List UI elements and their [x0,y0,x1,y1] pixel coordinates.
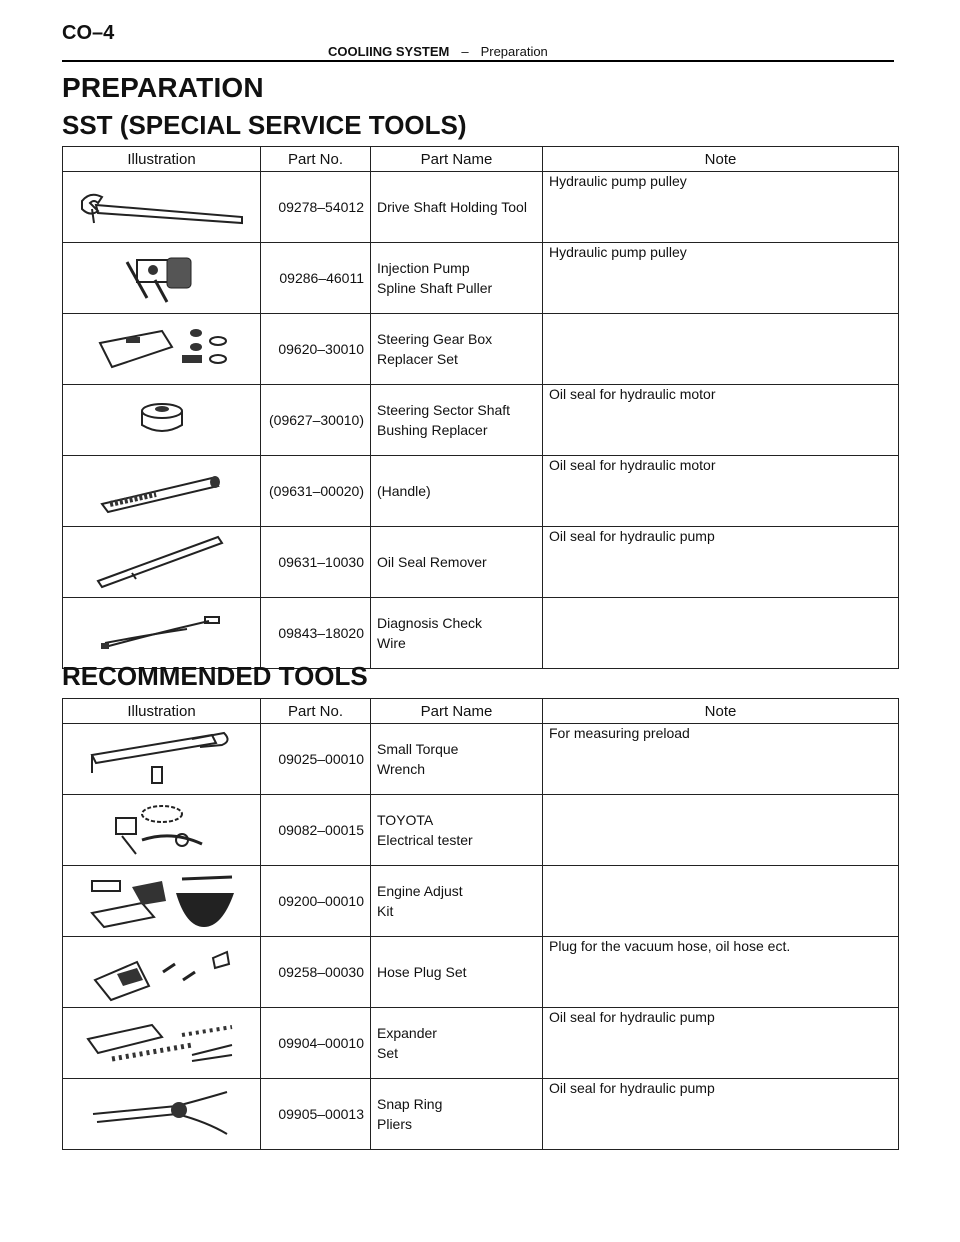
column-header-illustration: Illustration [63,699,261,724]
handle-icon [92,468,232,514]
page-code: CO–4 [62,22,115,44]
table-row [63,1079,899,1150]
recommended-heading: RECOMMENDED TOOLS [62,661,368,691]
part-name-line2: Replacer Set [377,351,458,367]
note: Oil seal for hydraulic pump [543,1079,899,1150]
illustration-cell [63,724,261,795]
part-number: 09025–00010 [261,724,371,795]
column-header-illustration: Illustration [63,147,261,172]
illustration-cell [63,866,261,937]
injection-pump-puller-icon [107,250,217,306]
part-name [371,172,543,243]
electrical-tester-icon [102,800,222,860]
part-name [371,1008,543,1079]
part-number: 09904–00010 [261,1008,371,1079]
part-name-line1: Oil Seal Remover [377,554,487,570]
part-name [371,1079,543,1150]
part-name-line1: Steering Sector Shaft [377,402,511,418]
oil-seal-remover-icon [92,533,232,591]
table-row [63,937,899,1008]
part-name [371,314,543,385]
check-wire-icon [97,613,227,653]
note [543,795,899,866]
table-header-row [63,699,899,724]
part-name [371,724,543,795]
illustration-cell [63,598,261,669]
header-separator: – [461,44,469,59]
column-header-note: Note [543,699,899,724]
illustration-cell [63,243,261,314]
part-number: 09258–00030 [261,937,371,1008]
subsection-title: Preparation [480,44,548,59]
illustration-cell [63,1079,261,1150]
note: For measuring preload [543,724,899,795]
table-row [63,1008,899,1079]
running-header [328,44,548,59]
note: Plug for the vacuum hose, oil hose ect. [543,937,899,1008]
illustration-cell [63,456,261,527]
note [543,598,899,669]
illustration-cell [63,385,261,456]
illustration-cell [63,1008,261,1079]
part-number: 09620–30010 [261,314,371,385]
part-name-line2: Spline Shaft Puller [377,280,493,296]
table-row [63,385,899,456]
part-name-line1: Engine Adjust [377,883,463,899]
note [543,866,899,937]
part-name-line1: Drive Shaft Holding Tool [377,199,527,215]
part-number: (09627–30010) [261,385,371,456]
note: Oil seal for hydraulic motor [543,456,899,527]
table-row [63,243,899,314]
column-header-part-no: Part No. [261,699,371,724]
part-name-line2: Set [377,1045,399,1061]
part-name [371,795,543,866]
engine-adjust-kit-icon [82,871,242,931]
note: Oil seal for hydraulic motor [543,385,899,456]
note [543,314,899,385]
part-name [371,456,543,527]
part-number: 09286–46011 [261,243,371,314]
table-row [63,724,899,795]
table-header-row [63,147,899,172]
part-name-line1: TOYOTA [377,812,434,828]
column-header-part-name: Part Name [371,147,543,172]
table-row [63,456,899,527]
column-header-part-no: Part No. [261,147,371,172]
replacer-set-icon [92,323,232,375]
bushing-replacer-icon [132,397,192,443]
table-row [63,866,899,937]
illustration-cell [63,314,261,385]
recommended-table [62,698,899,1150]
part-name-line2: Pliers [377,1116,413,1132]
part-name-line1: Snap Ring [377,1096,443,1112]
part-number: 09905–00013 [261,1079,371,1150]
table-row [63,527,899,598]
part-name [371,937,543,1008]
sst-table [62,146,899,669]
note: Oil seal for hydraulic pump [543,527,899,598]
note: Hydraulic pump pulley [543,172,899,243]
table-row [63,314,899,385]
part-name [371,385,543,456]
column-header-note: Note [543,147,899,172]
part-name-line1: Small Torque [377,741,459,757]
part-name-line1: Diagnosis Check [377,615,483,631]
illustration-cell [63,527,261,598]
part-number: 09278–54012 [261,172,371,243]
part-name-line2: Electrical tester [377,832,473,848]
header-rule [62,60,894,62]
table-row [63,172,899,243]
part-name-line2: Bushing Replacer [377,422,488,438]
note: Oil seal for hydraulic pump [543,1008,899,1079]
torque-wrench-icon [82,729,242,789]
part-number: 09200–00010 [261,866,371,937]
expander-set-icon [82,1015,242,1071]
illustration-cell [63,795,261,866]
drive-shaft-holding-tool-icon [72,187,252,227]
table-row [63,795,899,866]
table-row [63,598,899,669]
section-title: COOLIING SYSTEM [328,44,450,59]
note: Hydraulic pump pulley [543,243,899,314]
part-name [371,243,543,314]
part-number: 09631–10030 [261,527,371,598]
part-name-line1: Injection Pump [377,260,470,276]
part-name-line1: Expander [377,1025,437,1041]
illustration-cell [63,937,261,1008]
snap-ring-pliers-icon [87,1086,237,1142]
part-name [371,866,543,937]
part-number: 09843–18020 [261,598,371,669]
part-name-line1: Hose Plug Set [377,964,467,980]
hose-plug-set-icon [87,942,237,1002]
part-name-line2: Wire [377,635,406,651]
sst-heading: SST (SPECIAL SERVICE TOOLS) [62,110,467,140]
part-name-line1: Steering Gear Box [377,331,493,347]
part-number: (09631–00020) [261,456,371,527]
illustration-cell [63,172,261,243]
part-name-line2: Wrench [377,761,425,777]
column-header-part-name: Part Name [371,699,543,724]
page-title: PREPARATION [62,72,264,103]
part-number: 09082–00015 [261,795,371,866]
part-name-line2: Kit [377,903,394,919]
part-name-line1: (Handle) [377,483,431,499]
part-name [371,598,543,669]
part-name [371,527,543,598]
